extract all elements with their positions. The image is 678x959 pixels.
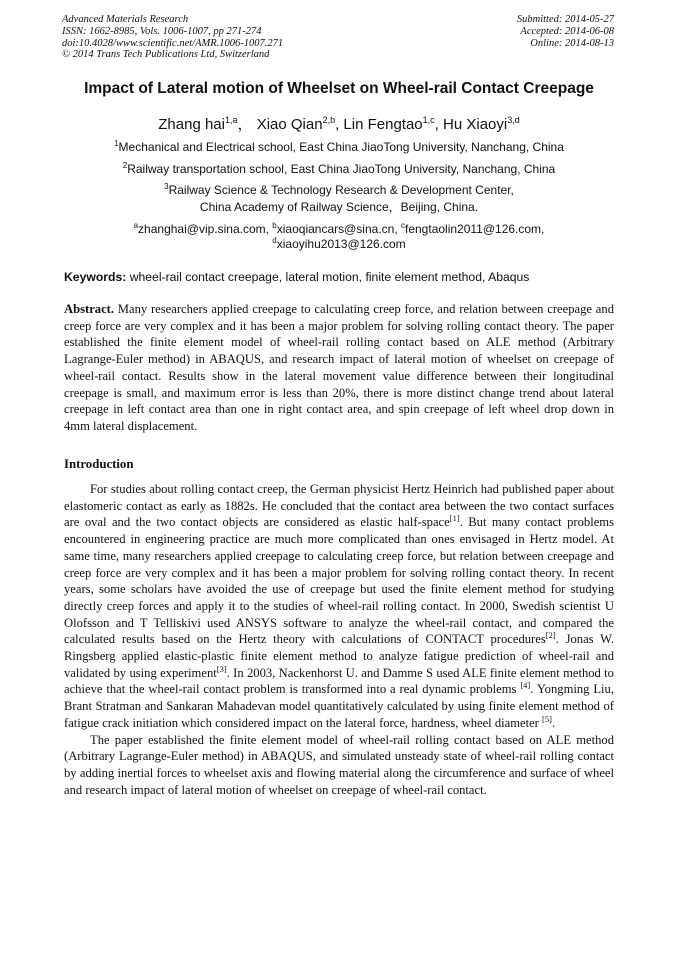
- abstract-text: Many researchers applied creepage to calculating creep force, and relation between creepage and creep force are very complex and it has been a major problem for solving rolling contact theory. The paper established the finite element model of wheel-rail rolling contact based on ALE method (Arbitrary Lagrange-Euler method) in ABAQUS, and research impact of lateral motion of wheelset on creepage of wheel-rail contact. Results show in the lateral movement value difference between their longitudinal creepage is small, and maximum error is less than 20%, there is more distinct change trend about lateral creepage in left contact area than one in right contact area, and spin creepage of left wheel drop down in 4mm lateral displacement.: [64, 302, 614, 433]
- intro-text: . Jonas W. Ringsberg applied elastic-plastic finite element method to analyze fatigue prediction of wheel-rail and validated by using experiment: [64, 632, 614, 680]
- citation-ref: [3]: [216, 663, 227, 674]
- intro-text: .: [551, 715, 556, 730]
- journal-info: [62, 14, 283, 61]
- intro-text: . But many contact problems encountered in engineering practice are much more complicated than ones envisaged in Hertz model. At same time, many researchers applied creepage to calculating creep force, but relation between creepage and creep force are very complex and it has been a major problem for solving rolling contact theory. In recent years, some scholars have avoided the use of creepage but used the finite element method for studying directly creep forces and apply it to the studies of wheel-rail rolling contact. In 2000, Swedish scientist U Olofsson and T Telliskivi used ANSYS software to analyze the wheel-rail contact, and compared the calculated results based on the Hertz theory with calculations of CONTACT procedures: [64, 515, 614, 647]
- intro-text: . In 2003, Nackenhorst U. and Damme S used ALE finite element method to achieve that the wheel-rail contact problem is transformed into a real dynamic problems: [64, 665, 614, 697]
- author-separator: ,: [335, 116, 340, 133]
- affiliation-text: Railway Science & Technology Research & Development Center,: [168, 183, 514, 197]
- affiliation-3: [0, 182, 678, 199]
- keywords-label: Keywords:: [64, 270, 127, 284]
- author-affiliation-sup: 2,b: [322, 115, 336, 125]
- email-sup: a: [133, 221, 139, 230]
- author-list: [0, 113, 678, 134]
- submitted-date: Submitted: 2014-05-27: [516, 14, 614, 25]
- introduction-heading: Introduction: [64, 457, 134, 471]
- journal-name: Advanced Materials Research: [62, 14, 189, 25]
- email-address: xiaoqiancars@sina.cn,: [276, 222, 401, 236]
- intro-paragraph-2: The paper established the finite element model of wheel-rail rolling contact based on ALE method (Arbitrary Lagrange-Euler method) in ABAQUS, and simulated unsteady state of wheel-rail rolling contact by adding inertial forces to wheelset axis and flowing material along the circumference and surface of wheel and research impact of lateral motion of wheelset on creepage of wheel-rail contact.: [64, 732, 614, 797]
- intro-text: . Yongming Liu, Brant Stratman and Sankaran Mahadevan model quantitatively calculated by using finite element method of fatigue crack initiation which considered impact on the lateral force, hardness, wheel diameter: [64, 682, 614, 730]
- online-date: Online: 2014-08-13: [530, 37, 614, 49]
- publication-dates: [517, 14, 614, 49]
- introduction-section: [64, 481, 614, 798]
- author-affiliation-sup: 1,a: [224, 115, 238, 125]
- copyright-line: © 2014 Trans Tech Publications Ltd, Switzerland: [62, 49, 270, 61]
- intro-paragraph-1: [64, 481, 614, 732]
- keywords-line: [64, 270, 529, 284]
- affiliation-text: Mechanical and Electrical school, East China JiaoTong University, Nanchang, China: [118, 140, 564, 154]
- affiliation-1: [0, 139, 678, 156]
- author-name: Hu Xiaoyi: [443, 116, 508, 133]
- affiliation-2: [0, 161, 678, 178]
- citation-ref: [1]: [449, 513, 460, 524]
- email-address: xiaoyihu2013@126.com: [276, 237, 406, 251]
- email-sup: b: [272, 221, 277, 230]
- author-name: Lin Fengtao: [343, 116, 423, 133]
- author-name: Zhang hai: [158, 116, 225, 133]
- email-sup: d: [272, 236, 277, 245]
- email-line-2: [0, 236, 678, 253]
- author-separator: ,: [434, 116, 439, 133]
- citation-ref: [2]: [545, 630, 556, 641]
- affiliation-sup: 1: [114, 139, 119, 148]
- issn-line: ISSN: 1662-8985, Vols. 1006-1007, pp 271-274: [62, 25, 262, 37]
- email-address: zhanghai@vip.sina.com,: [138, 222, 273, 236]
- intro-text: For studies about rolling contact creep, the German physicist Hertz Heinrich had published paper about elastomeric contact as early as 1882s. He concluded that the contact area between the two contact surfaces are oval and the two contact objects are considered as elastic half-space: [64, 482, 614, 530]
- affiliation-3-line2: China Academy of Railway Science，Beijing, China.: [199, 200, 479, 214]
- author-name: Xiao Qian: [256, 116, 323, 133]
- email-sup: c: [401, 221, 405, 230]
- author-affiliation-sup: 1,c: [422, 115, 435, 125]
- keywords-text: wheel-rail contact creepage, lateral motion, finite element method, Abaqus: [126, 270, 530, 284]
- citation-ref: [4]: [520, 680, 531, 691]
- abstract-paragraph: [64, 301, 614, 435]
- accepted-date: Accepted: 2014-06-08: [520, 25, 614, 37]
- citation-ref: [5]: [542, 713, 552, 724]
- email-address: fengtaolin2011@126.com,: [405, 222, 545, 236]
- paper-title: Impact of Lateral motion of Wheelset on Wheel-rail Contact Creepage: [84, 80, 594, 97]
- author-separator: ，: [237, 116, 253, 133]
- affiliation-sup: 3: [164, 182, 169, 191]
- doi-line: doi:10.4028/www.scientific.net/AMR.1006-1007.271: [62, 37, 284, 49]
- author-affiliation-sup: 3,d: [507, 115, 520, 125]
- abstract-section: [64, 301, 614, 435]
- affiliation-text: Railway transportation school, East China JiaoTong University, Nanchang, China: [127, 162, 556, 176]
- affiliation-sup: 2: [122, 161, 128, 170]
- abstract-label: Abstract.: [64, 302, 115, 316]
